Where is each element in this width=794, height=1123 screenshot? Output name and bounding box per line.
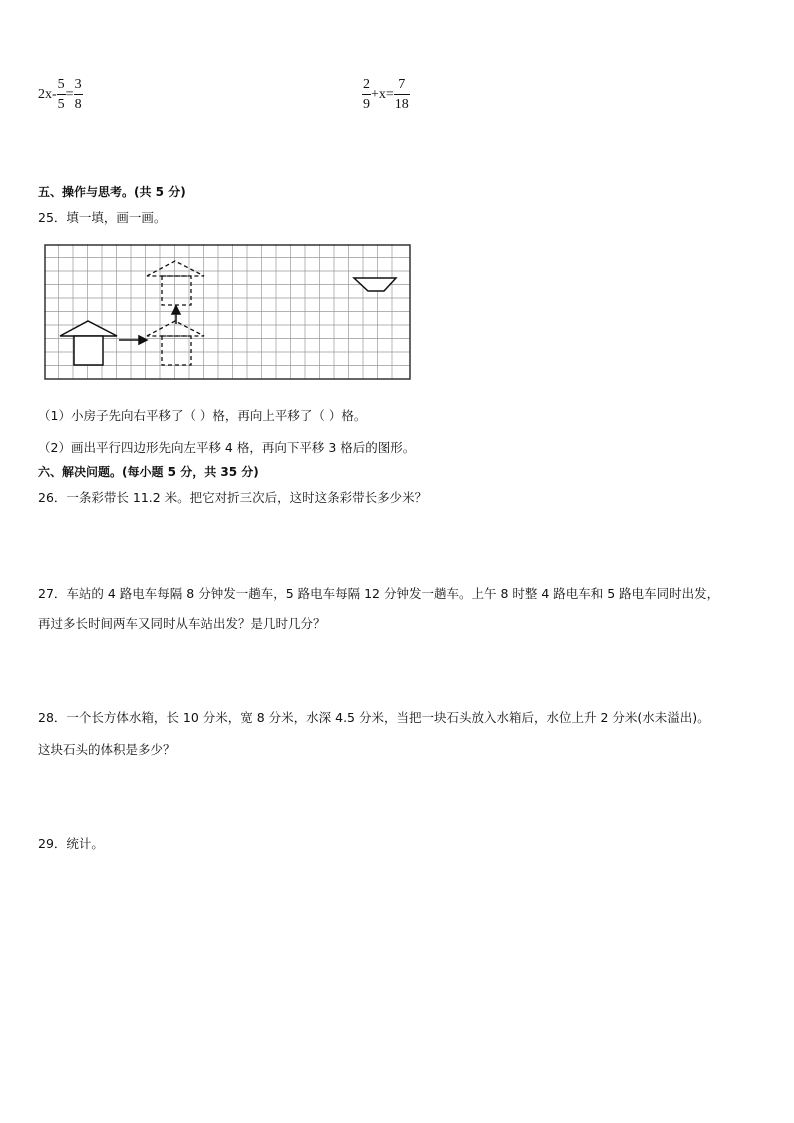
original-house — [60, 321, 117, 365]
eq1-prefix: 2x- — [38, 87, 57, 103]
question-29-text: 29．统计。 — [38, 836, 104, 851]
equation-2 — [362, 78, 410, 112]
question-25-part-2: （2）画出平行四边形先向左平移 4 格，再向下平移 3 格后的图形。 — [38, 440, 416, 455]
question-25-part-1: （1）小房子先向右平移了（ ）格，再向上平移了（ ）格。 — [38, 408, 367, 423]
question-28-line-2: 这块石头的体积是多少？ — [38, 742, 176, 757]
right-arrow — [119, 336, 147, 344]
eq2-fraction-2: $\frac{7}{18}$ — [394, 77, 409, 112]
question-27-line-1: 27．车站的 4 路电车每隔 8 分钟发一趟车，5 路电车每隔 12 分钟发一趟车。上午 8 时整 4 路电车和 5 路电车同时出发， — [38, 586, 720, 601]
section-6-title: 六、解决问题。(每小题 5 分，共 35 分) — [38, 465, 259, 479]
translation-grid-figure — [44, 244, 412, 382]
question-27-line-2: 再过多长时间两车又同时从车站出发？是几时几分？ — [38, 616, 326, 631]
translated-house-dashed-1 — [147, 321, 204, 365]
parallelogram-shape — [354, 278, 396, 291]
eq1-equals: = — [65, 87, 74, 103]
translated-house-dashed-2 — [147, 261, 204, 305]
equation-1 — [38, 78, 83, 112]
section-5-title: 五、操作与思考。(共 5 分) — [38, 185, 186, 199]
eq1-fraction-1: $\frac{5}{5}$ — [57, 77, 65, 112]
question-25-title: 25．填一填，画一画。 — [38, 210, 167, 225]
question-28-line-1: 28．一个长方体水箱，长 10 分米，宽 8 分米，水深 4.5 分米，当把一块石头放入水箱后，水位上升 2 分米(水未溢出)。 — [38, 710, 710, 725]
eq2-fraction-1: $\frac{2}{9}$ — [363, 77, 370, 112]
question-26-text: 26．一条彩带长 11.2 米。把它对折三次后，这时这条彩带长多少米？ — [38, 490, 428, 505]
eq2-middle: +x= — [371, 87, 394, 103]
eq1-fraction-2: $\frac{3}{8}$ — [74, 77, 82, 112]
